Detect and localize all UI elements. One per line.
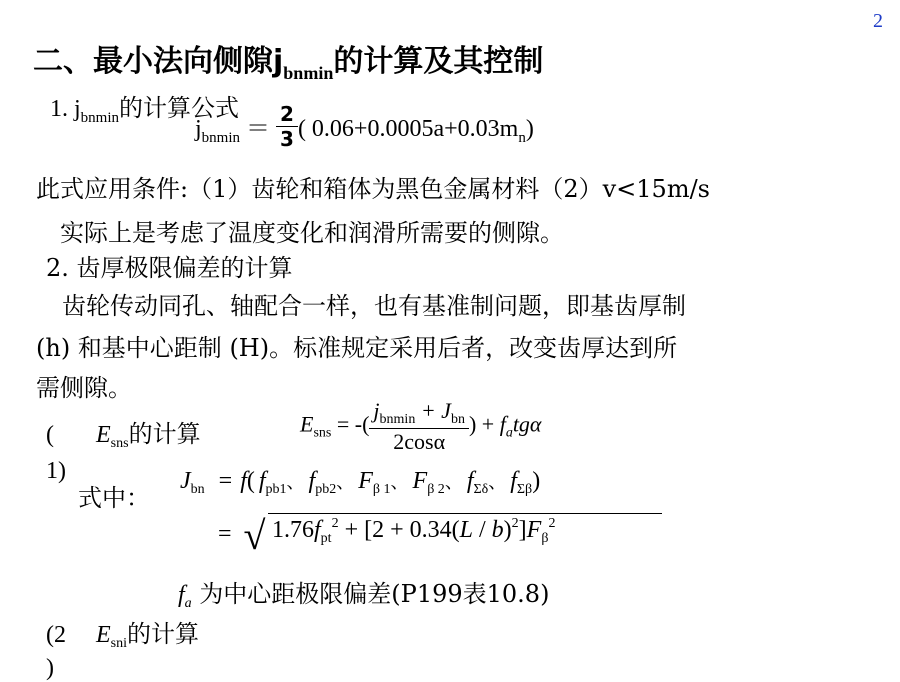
jbn-term [358, 468, 409, 497]
jbn-f: f [240, 468, 247, 494]
item1-number-a: ( [46, 422, 54, 448]
sqrt-a: 1.76 [272, 517, 314, 543]
section2-para-3: 需侧隙。 [36, 374, 132, 402]
formula-lhs: j [195, 116, 202, 142]
item1-E-sub: sns [110, 436, 129, 451]
section2-para-1: 齿轮传动同孔、轴配合一样，也有基准制问题，即基齿厚制 [62, 292, 686, 320]
sqrt-b-var: b [491, 517, 504, 543]
item2-label-suffix: 的计算 [127, 620, 200, 648]
jbn-term-sub: β 2 [427, 482, 445, 497]
sqrt-F-sub: β [541, 531, 549, 546]
num-J-sub: bn [450, 412, 465, 427]
jbn-term-symbol: f [258, 468, 266, 494]
jbn-term [466, 468, 507, 497]
jbnmin-formula [195, 101, 534, 151]
fa-f: f [178, 582, 185, 608]
esns-lhs-sub: sns [313, 425, 332, 441]
sqrt-exp1: 2 [331, 516, 339, 531]
title-suffix: 的计算及其控制 [333, 44, 544, 79]
jbn-term [412, 468, 463, 497]
item1-label [96, 414, 201, 452]
sqrt-formula [218, 512, 266, 559]
jbn-term-symbol: F [358, 468, 373, 494]
formula-fraction [276, 102, 298, 151]
condition-text: 此式应用条件:（1）齿轮和箱体为黑色金属材料（2）v<15m/s [36, 175, 710, 203]
esns-f-sub: a [505, 425, 513, 441]
fa-text: 为中心距极限偏差(P199表10.8) [199, 580, 550, 608]
sqrt-b: + [2 + 0.34( [344, 517, 460, 543]
esns-formula [300, 398, 541, 455]
section1-label-prefix: 1. j [50, 96, 81, 122]
item2-E: E [96, 622, 111, 648]
note-text: 实际上是考虑了温度变化和润滑所需要的侧隙。 [60, 219, 564, 247]
num-j: j [373, 398, 380, 423]
jbn-close: ) [532, 468, 541, 494]
jbn-term-separator: 、 [336, 472, 355, 492]
sqrt-eq: = [218, 521, 232, 547]
esns-tg: tgα [512, 411, 542, 437]
jbn-term [308, 468, 355, 497]
sqrt-L: L [459, 517, 473, 543]
jbn-term-sub: Σδ [473, 482, 489, 497]
item2-label [96, 614, 199, 652]
sqrt-exp2: 2 [511, 516, 519, 531]
fa-note [178, 574, 549, 612]
esns-numerator [369, 398, 469, 429]
esns-after: ) + [468, 411, 500, 437]
jbn-formula [180, 468, 540, 498]
formula-body: ( 0.06+0.0005a+0.03m [297, 116, 519, 142]
sqrt-c: ) [503, 517, 512, 543]
num-plus-J: + J [415, 398, 451, 423]
jbn-term-sub: β 1 [372, 482, 391, 497]
jbn-term-sub: Σβ [516, 482, 533, 497]
sqrt-f: f [314, 517, 321, 543]
fa-f-sub: a [184, 596, 192, 611]
sqrt-body [272, 516, 555, 547]
section2-para-2: (h) 和基中心距制 (H)。标准规定采用后者，改变齿厚达到所 [36, 334, 678, 362]
item1-E: E [96, 422, 111, 448]
sqrt-f-sub: pt [320, 531, 332, 546]
section1-label-sub: bnmin [80, 110, 120, 126]
esns-eq: = -( [336, 411, 370, 437]
jbn-lhs: J [180, 468, 191, 494]
item1-number-b: 1) [46, 458, 66, 484]
jbn-term-separator: 、 [488, 472, 507, 492]
item2-number-b: ) [46, 655, 54, 681]
sqrt-vinculum [268, 513, 662, 514]
esns-lhs: E [300, 411, 314, 437]
jbn-term-symbol: F [412, 468, 428, 494]
jbn-term-sub: pb1 [265, 482, 287, 497]
fraction-numerator: 2 [276, 102, 298, 127]
jbn-terms [255, 468, 533, 497]
jbn-term-separator: 、 [286, 472, 305, 492]
formula-eq: ＝ [246, 116, 271, 142]
jbn-term [510, 468, 533, 497]
esns-f: f [499, 411, 506, 437]
formula-body-sub: n [518, 130, 526, 146]
num-j-sub: bnmin [379, 412, 416, 427]
page-number: 2 [873, 10, 883, 32]
sqrt-exp3: 2 [548, 516, 556, 531]
item1-label-suffix: 的计算 [128, 420, 201, 448]
sqrt-F: F [526, 517, 542, 543]
fraction-denominator: 3 [280, 126, 294, 151]
jbn-term-separator: 、 [390, 472, 409, 492]
jbn-eq: = [218, 468, 233, 494]
jbn-term-sub: pb2 [315, 482, 337, 497]
sqrt-slash: / [472, 517, 492, 543]
sqrt-icon: √ [243, 513, 266, 558]
esns-fraction [369, 398, 469, 455]
slide-title [33, 36, 543, 84]
sqrt-d: ] [518, 517, 527, 543]
jbn-term-symbol: f [510, 468, 517, 494]
formula-lhs-sub: bnmin [201, 130, 241, 146]
jbn-term-symbol: f [308, 468, 316, 494]
section2-label: 2. 齿厚极限偏差的计算 [46, 254, 293, 282]
jbn-term-separator: 、 [444, 472, 463, 492]
jbn-lhs-sub: bn [190, 482, 205, 497]
jbn-term [258, 468, 305, 497]
title-prefix: 二、最小法向侧隙j [33, 44, 284, 79]
esns-denominator: 2cosα [393, 429, 446, 454]
title-sub: bnmin [283, 63, 334, 83]
formula-close: ) [525, 116, 534, 142]
jbn-term-symbol: f [466, 468, 474, 494]
where-label: 式中： [78, 484, 150, 512]
jbn-open: ( [246, 468, 255, 494]
section1-label-suffix: 的计算公式 [119, 94, 240, 122]
item2-number-a: (2 [46, 622, 66, 648]
item2-E-sub: sni [110, 636, 128, 651]
